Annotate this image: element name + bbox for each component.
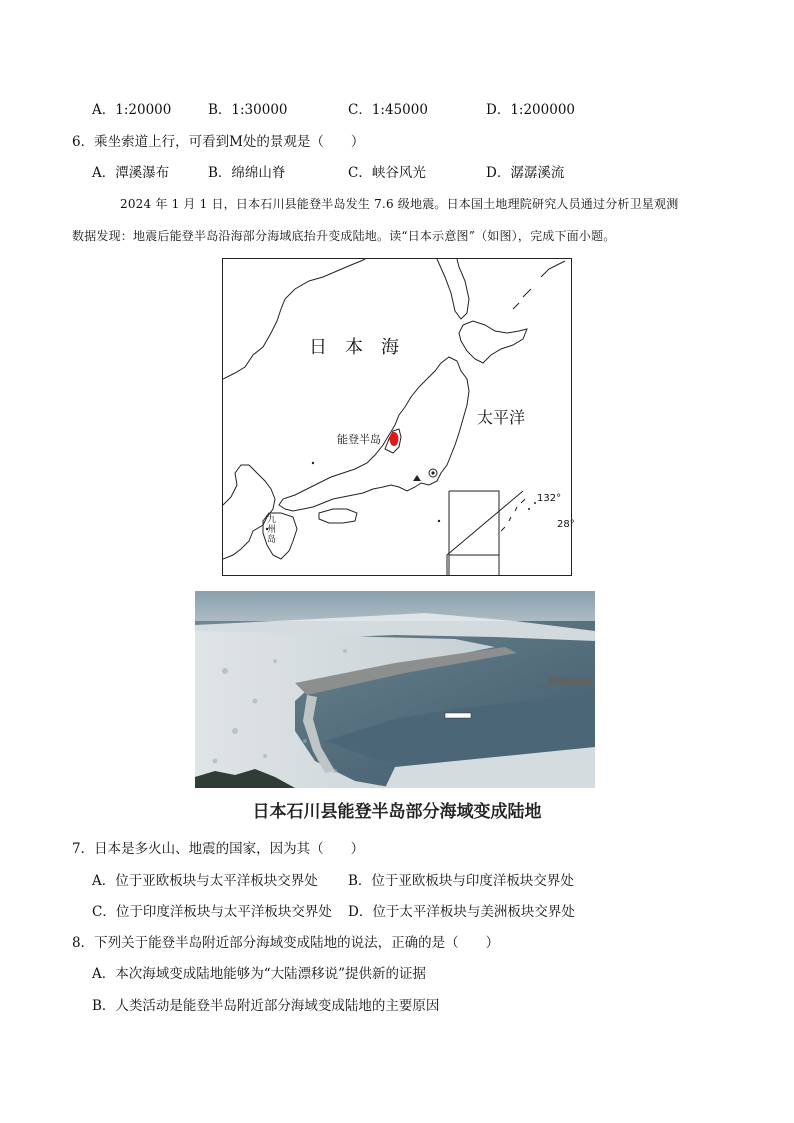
- island-dot: [312, 462, 314, 464]
- label-kyushu: 九州岛: [267, 515, 277, 545]
- island-dot: [528, 508, 530, 510]
- hokkaido: [459, 321, 527, 363]
- q6-option-d: D．潺潺溪流: [486, 165, 565, 181]
- sakhalin-coast: [437, 259, 469, 319]
- passage-line-2: 数据发现：地震后能登半岛沿海部分海域底抬升变成陆地。读“日本示意图”（如图），完成下面小题。: [72, 229, 616, 243]
- label-pacific-ocean: 太平洋: [477, 408, 526, 427]
- q8-option-a: A．本次海域变成陆地能够为“大陆漂移说”提供新的证据: [92, 966, 427, 982]
- q6-option-b: B．绵绵山脊: [208, 165, 286, 181]
- japan-map: [222, 258, 575, 576]
- label-longitude: 132°: [537, 493, 562, 504]
- q5-option-a: A．1:20000: [92, 102, 172, 118]
- q7-option-a: A．位于亚欧板块与太平洋板块交界处: [92, 873, 318, 889]
- noto-marker: [390, 432, 399, 446]
- q7-option-d: D．位于太平洋板块与美洲板块交界处: [348, 904, 575, 920]
- mountain-symbol: [413, 475, 421, 481]
- q5-option-d: D．1:200000: [486, 102, 575, 118]
- label-latitude: 28°: [557, 519, 575, 530]
- mainland-coast: [223, 259, 365, 379]
- photo-boat: [445, 713, 471, 718]
- island-dot: [534, 502, 536, 504]
- passage-line-1: 2024 年 1 月 1 日，日本石川县能登半岛发生 7.6 级地震。日本国土地理院研究人员通过分析卫星观测: [120, 197, 679, 211]
- capital-symbol-center: [431, 471, 434, 474]
- kuril-islands: [513, 261, 565, 309]
- coast-photo: [195, 591, 595, 788]
- q5-option-c: C．1:45000: [348, 102, 428, 118]
- q7-option-c: C．位于印度洋板块与太平洋板块交界处: [92, 904, 332, 920]
- q8-option-b: B．人类活动是能登半岛附近部分海域变成陆地的主要原因: [92, 998, 440, 1014]
- q6-option-a: A．潭溪瀑布: [92, 165, 170, 181]
- shikoku: [319, 509, 357, 523]
- label-noto-peninsula: 能登半岛: [337, 433, 381, 446]
- coast-photo-image: [195, 591, 595, 788]
- q8-stem: 8．下列关于能登半岛附近部分海域变成陆地的说法，正确的是（ ）: [72, 935, 500, 951]
- q7-stem: 7．日本是多火山、地震的国家，因为其（ ）: [72, 841, 365, 857]
- island-dot: [438, 520, 440, 522]
- ryukyu-islands: [501, 499, 525, 531]
- q7-option-b: B．位于亚欧板块与印度洋板块交界处: [348, 873, 574, 889]
- inset-frame: [447, 491, 523, 575]
- photo-dock: [547, 677, 591, 685]
- photo-caption: 日本石川县能登半岛部分海域变成陆地: [252, 802, 542, 822]
- q5-option-b: B．1:30000: [208, 102, 288, 118]
- q6-option-c: C．峡谷风光: [348, 165, 426, 181]
- label-sea-of-japan: 日 本 海: [309, 337, 399, 358]
- q6-stem: 6．乘坐索道上行，可看到M处的景观是（ ）: [72, 134, 365, 150]
